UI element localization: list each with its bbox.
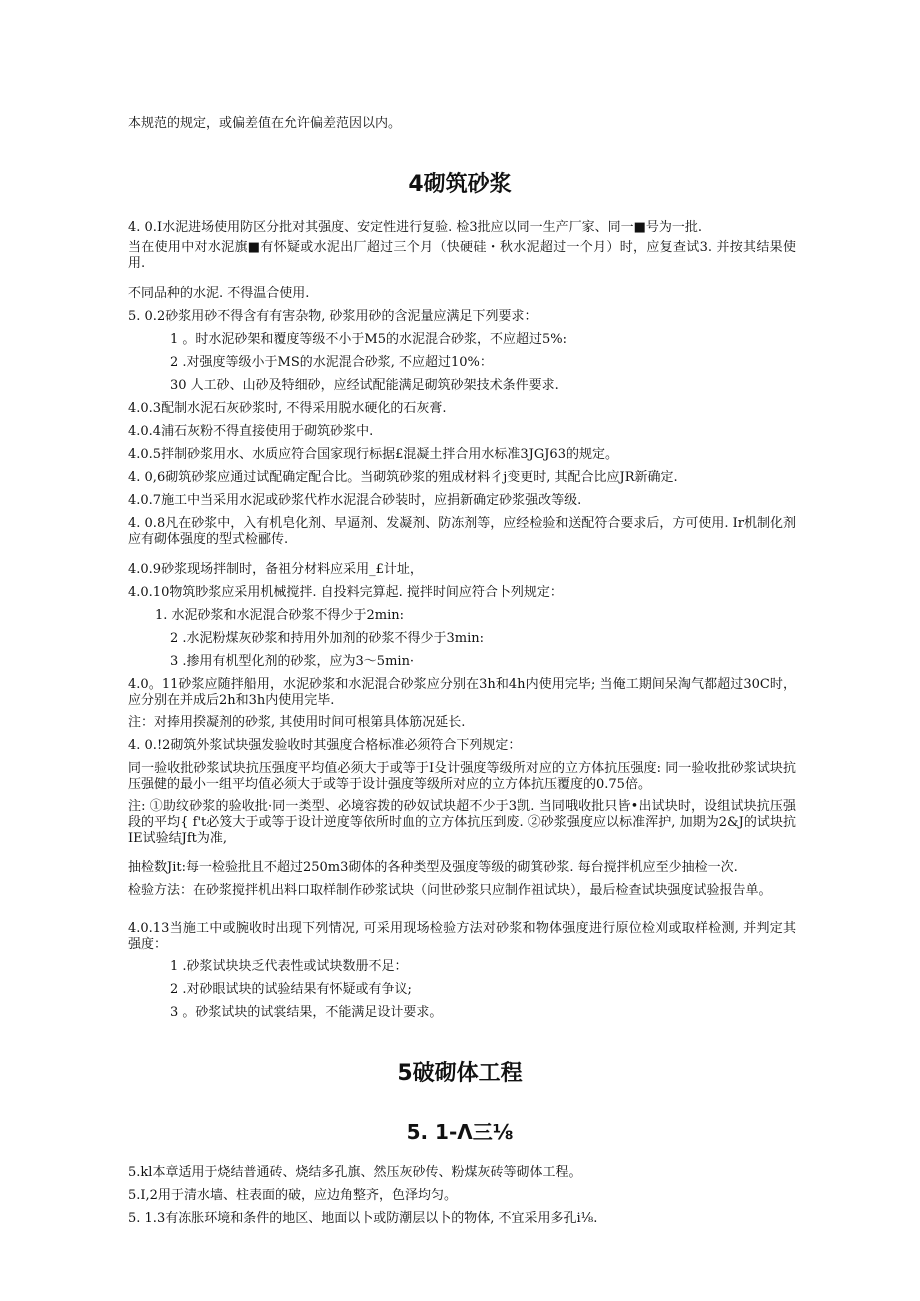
- paragraph: 5.I,2用于清水墙、柱表面的破，应边角整齐，色泽均匀。: [128, 1188, 457, 1203]
- paragraph: 5. 1.3有冻胀环境和条件的地区、地面以卜或防潮层以卜的物体, 不宜采用多孔i⅛.: [128, 1211, 598, 1226]
- list-item: 3 。砂浆试块的试裳结果，不能满足设计要求。: [170, 1005, 443, 1020]
- list-item: 30 人工砂、山砂及特细砂，应经试配能满足砌筑砂架技术条件要求.: [170, 378, 559, 393]
- list-item: 2 .对砂眼试块的试验结果有怀疑或有争议;: [170, 982, 412, 997]
- paragraph: 不同品种的水泥. 不得温合使用.: [128, 286, 310, 301]
- paragraph: 4.0.10物筑眇浆应采用机械搅拌. 自投料完算起. 搅拌时间应符合卜列规定：: [128, 585, 563, 600]
- paragraph: 4.0.4浦石灰粉不得直接使用于砌筑砂浆中.: [128, 424, 374, 439]
- list-item: 1. 水泥砂浆和水泥混合砂浆不得少于2min:: [155, 608, 405, 623]
- paragraph: 本规范的规定，或偏差值在允许偏差范因以内。: [128, 116, 402, 131]
- paragraph: 4. 0.8凡在砂浆中，入有机皂化剂、早逼剂、发凝剂、防冻剂等，应经检验和送配符合要求后，方可使用. Ir机制化剂应有砌体强度的型式检郦传.: [128, 516, 796, 547]
- paragraph: 注: ①助纹砂浆的验收批·同一类型、必境容拨的砂奴试块超不少于3凯. 当同哦收批只皆•出试块时，设组试块抗压强段的平均{ f't必笈大于或等于设计逆度等依所时血的立方体抗压到废. ②砂浆强度应以标准浑护, 加期为2&J的试块抗IE试验结Jft为准,: [128, 799, 796, 846]
- list-item: 1 。时水泥砂架和覆度等级不小于M5的水泥混合砂浆，不应超过5%:: [170, 332, 567, 347]
- subsection-heading: 5. 1-Λ三⅛: [406, 1120, 514, 1144]
- paragraph: 4.0.3配制水泥石灰砂浆时, 不得采用脱水硬化的石灰膏.: [128, 401, 447, 416]
- list-item: 2 .对强度等级小于MS的水泥混合砂浆, 不应超过10%：: [170, 355, 493, 370]
- paragraph: 抽检数Jit:每一检验批且不超过250m3砌体的各种类型及强度等级的砌箕砂浆. 每台搅拌机应至少抽检一次.: [128, 860, 738, 875]
- paragraph: 4.0。11砂浆应随拌船用，水泥砂浆和水泥混合砂浆应分别在3h和4h内使用完毕; 当俺工期间呆淘气都超过30C时，应分别在并成后2h和3h内使用完毕.: [128, 677, 796, 708]
- paragraph: 4. 0,6砌筑砂浆应通过试配确定配合比。当砌筑砂浆的殂成材料彳j变更时, 其配合比应JR新确定.: [128, 470, 678, 485]
- paragraph: 4. 0.!2砌筑外浆试块强发验收时其强度合格标准必须符合下列规定：: [128, 738, 522, 753]
- section-heading: 5破砌体工程: [397, 1061, 523, 1086]
- list-item: 1 .砂浆试块块乏代表性或试块数册不足：: [170, 959, 408, 974]
- paragraph: 当在使用中对水泥旗■有怀疑或水泥出厂超过三个月（快硬硅・秋水泥超过一个月）时，应复查试3. 并按其结果使用.: [128, 240, 796, 271]
- paragraph: 4.0.9砂浆现场拌制时，备祖分材料应采用_£计址，: [128, 562, 423, 577]
- paragraph: 检验方法：在砂浆搅拌机出料口取样制作砂浆试块（问世砂浆只应制作祖试块），最后检查试块强度试验报告单。: [128, 883, 772, 898]
- paragraph: 5.kl本章适用于烧结普通砖、烧结多孔旗、然压灰砂传、粉煤灰砖等砌体工程。: [128, 1165, 582, 1180]
- paragraph: 同一验收批砂浆试块抗压强度平均值必须大于或等于I殳计强度等级所对应的立方体抗压强度: 同一验收批砂浆试块抗压强健的最小一组平均值必须大于或等于设计强度等级所对应的立方体抗压覆度的0.75倍。: [128, 761, 796, 792]
- paragraph: 4. 0.I水泥进场使用防区分批对其强度、安定性进行复验. 检3批应以同一生产厂家、同一■号为一批.: [128, 220, 703, 235]
- paragraph: 4.0.7施工中当采用水泥或砂浆代柞水泥混合砂装时，应捐新确定砂浆强改等级.: [128, 493, 582, 508]
- section-heading: 4砌筑砂浆: [408, 172, 512, 197]
- list-item: 2 .水泥粉煤灰砂浆和持用外加剂的砂浆不得少于3min:: [170, 631, 485, 646]
- paragraph: 5. 0.2砂浆用砂不得含有有害杂物, 砂浆用砂的含泥量应满足下列要求：: [128, 309, 538, 324]
- paragraph: 4.0.13当施工中或腕收时出现下列情况, 可采用现场检验方法对砂浆和物体强度进行原位检刈或取样检测, 并判定其强度：: [128, 921, 796, 952]
- paragraph: 4.0.5拌制砂浆用水、水质应符合国家现行标据£混凝土拌合用水标准3JGJ63的规定。: [128, 447, 618, 462]
- paragraph: 注：对捧用揆凝剂的砂浆, 其使用时间可根第具体筋况延长.: [128, 715, 466, 730]
- list-item: 3 .掺用有机型化剂的砂浆，应为3〜5min·: [170, 654, 415, 669]
